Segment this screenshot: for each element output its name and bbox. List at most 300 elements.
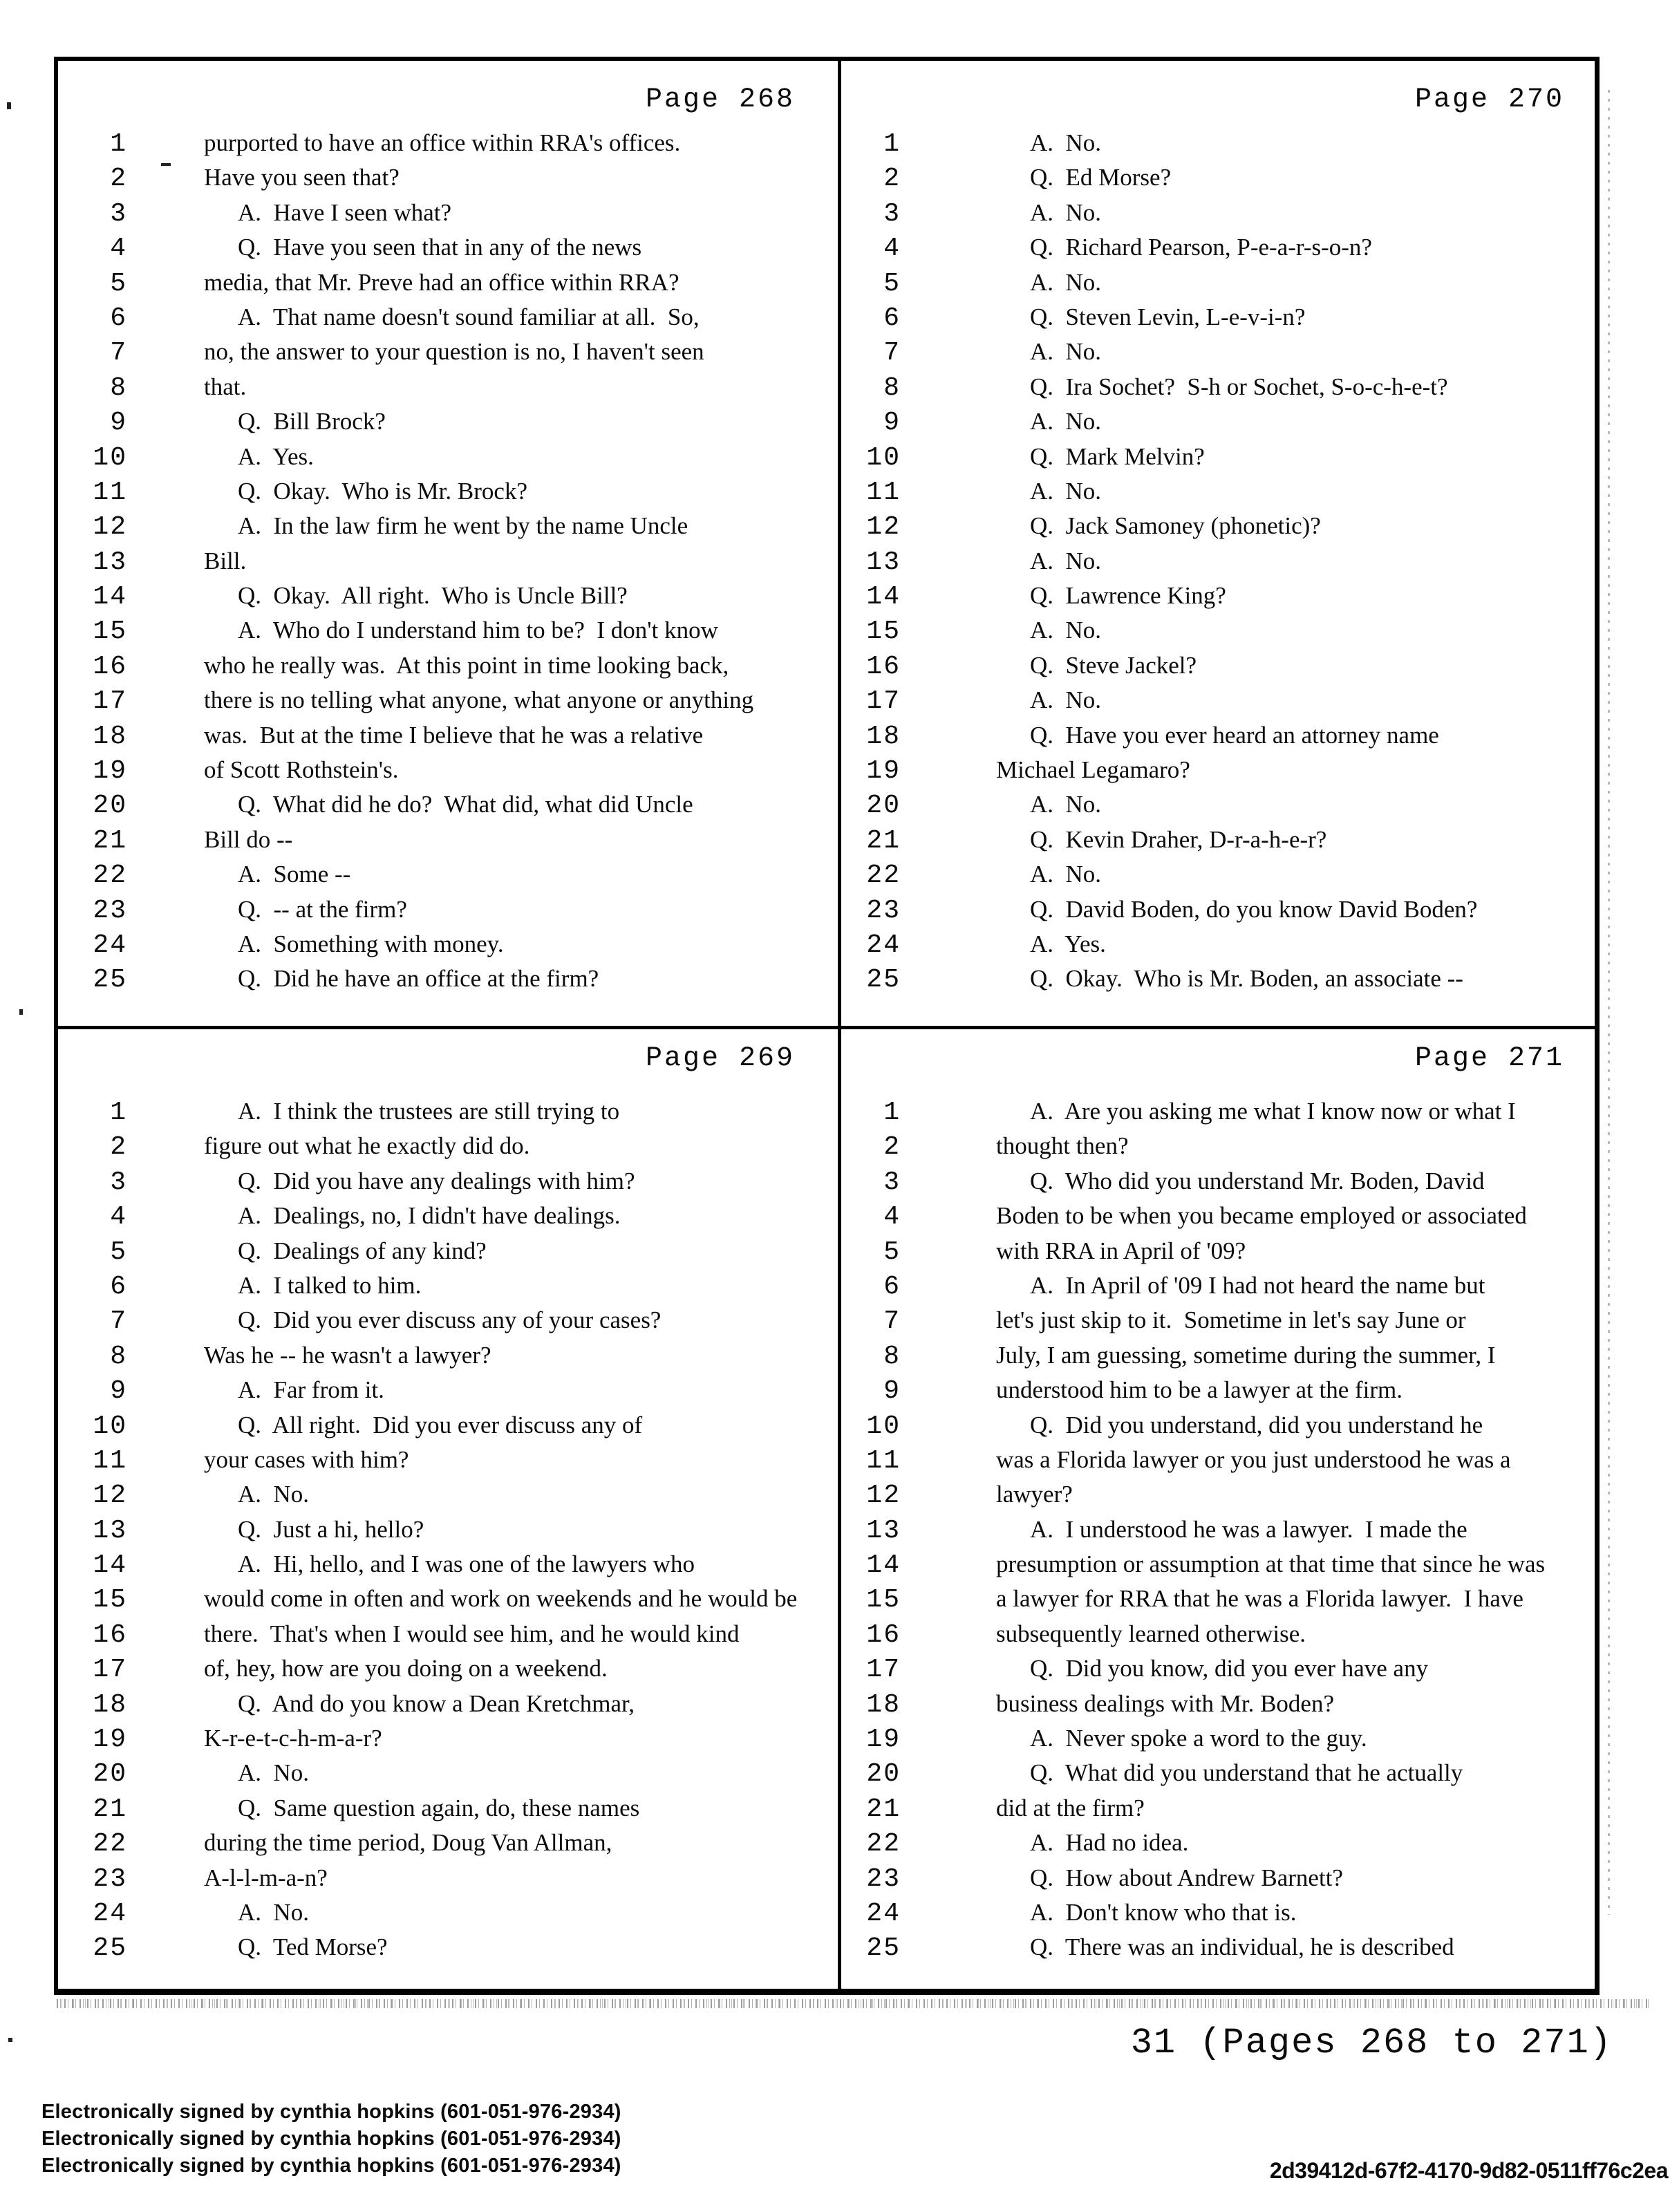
transcript-line (58, 1338, 838, 1373)
transcript-line (841, 1164, 1595, 1199)
line-number: 16 (866, 651, 901, 682)
transcript-line (58, 335, 838, 369)
line-number: 6 (110, 303, 127, 333)
line-text: Q. Did you understand, did you understand he (1030, 1411, 1483, 1438)
line-number: 22 (93, 861, 127, 891)
line-text: A. I understood he was a lawyer. I made the (1030, 1515, 1467, 1543)
line-number: 1 (110, 1098, 127, 1127)
transcript-line (841, 1373, 1595, 1407)
line-text: Michael Legamaro? (996, 756, 1190, 784)
line-number: 25 (93, 965, 127, 995)
transcript-line (58, 474, 838, 509)
transcript-line (58, 1477, 838, 1512)
line-text: Was he -- he wasn't a lawyer? (204, 1341, 491, 1369)
line-text: Q. Lawrence King? (1030, 582, 1226, 610)
transcript-line (841, 1268, 1595, 1303)
line-number: 1 (110, 129, 127, 159)
transcript-line (58, 1721, 838, 1756)
line-number: 14 (866, 1550, 901, 1581)
transcript-line (58, 126, 838, 160)
quadrant-page-271 (841, 1029, 1595, 1989)
transcript-line (841, 265, 1595, 300)
line-text: A. I think the trustees are still trying to (238, 1098, 620, 1125)
line-number: 21 (866, 825, 901, 856)
line-text: Q. All right. Did you ever discuss any of (238, 1411, 643, 1438)
transcript-line (841, 335, 1595, 369)
line-number: 24 (866, 1898, 901, 1929)
line-number: 18 (866, 721, 901, 751)
transcript-line (841, 1477, 1595, 1512)
line-number: 7 (110, 1306, 127, 1337)
line-text: A. No. (1030, 408, 1102, 435)
transcript-line (841, 160, 1595, 195)
line-text: Q. Did you ever discuss any of your cases? (238, 1306, 662, 1334)
transcript-line (841, 823, 1595, 857)
line-number: 3 (110, 198, 127, 229)
transcript-line (58, 962, 838, 996)
page-header: Page 268 (645, 84, 795, 115)
transcript-line (58, 927, 838, 962)
transcript-line (58, 1408, 838, 1443)
line-text: was a Florida lawyer or you just understood he was a (996, 1445, 1511, 1473)
line-number: 19 (866, 1725, 901, 1755)
transcript-line (841, 857, 1595, 892)
line-number: 22 (866, 861, 901, 891)
line-text: Q. And do you know a Dean Kretchmar, (238, 1689, 635, 1717)
transcript-line (841, 1721, 1595, 1756)
line-text: Q. What did he do? What did, what did Uncle (238, 791, 693, 818)
scan-speck (161, 163, 171, 166)
transcript-line (841, 230, 1595, 265)
line-number: 22 (866, 1829, 901, 1859)
transcript-line (841, 544, 1595, 579)
transcript-line (58, 300, 838, 335)
line-number: 7 (883, 338, 901, 368)
line-number: 19 (866, 756, 901, 787)
transcript-line (841, 1512, 1595, 1547)
line-number: 19 (93, 756, 127, 787)
line-text: with RRA in April of '09? (996, 1237, 1246, 1264)
signature-block (41, 2099, 621, 2180)
line-text: A. In the law firm he went by the name Uncle (238, 512, 688, 540)
line-number: 3 (110, 1167, 127, 1197)
line-text: A. Never spoke a word to the guy. (1030, 1725, 1367, 1752)
transcript-lines (58, 1094, 838, 1965)
line-text: Q. -- at the firm? (238, 895, 407, 923)
line-number: 21 (93, 825, 127, 856)
line-text: A. Don't know who that is. (1030, 1898, 1297, 1926)
transcript-line (58, 1930, 838, 1965)
line-text: A. No. (1030, 547, 1102, 574)
line-number: 14 (93, 1550, 127, 1581)
line-number: 4 (883, 234, 901, 264)
line-number: 19 (93, 1725, 127, 1755)
line-number: 6 (883, 303, 901, 333)
scan-speck (8, 2038, 12, 2042)
line-number: 4 (110, 1202, 127, 1232)
line-number: 8 (883, 1341, 901, 1371)
line-text: there is no telling what anyone, what anyone or anything (204, 686, 754, 714)
transcript-line (58, 613, 838, 648)
line-text: A. Have I seen what? (238, 198, 452, 226)
line-number: 17 (93, 1655, 127, 1685)
line-text: A. In April of '09 I had not heard the name but (1030, 1271, 1485, 1299)
line-text: thought then? (996, 1132, 1129, 1160)
line-number: 16 (866, 1620, 901, 1650)
line-text: figure out what he exactly did do. (204, 1132, 530, 1160)
signature-line: Electronically signed by cynthia hopkins (601-051-976-2934) (41, 2128, 621, 2150)
transcript-line (841, 1617, 1595, 1651)
line-text: A. Had no idea. (1030, 1829, 1189, 1857)
line-number: 3 (883, 1167, 901, 1197)
line-number: 12 (93, 512, 127, 543)
line-text: Q. Just a hi, hello? (238, 1515, 424, 1543)
line-text: that. (204, 373, 247, 400)
line-number: 10 (866, 1411, 901, 1441)
transcript-line (58, 1512, 838, 1547)
line-number: 6 (883, 1271, 901, 1302)
transcript-line (841, 404, 1595, 439)
quadrant-page-270 (841, 61, 1595, 1026)
line-text: presumption or assumption at that time that since he was (996, 1550, 1546, 1578)
line-number: 25 (93, 1933, 127, 1964)
line-number: 1 (883, 129, 901, 159)
line-text: Q. Have you seen that in any of the news (238, 234, 642, 261)
transcript-line (841, 509, 1595, 543)
line-text: A. Yes. (238, 442, 314, 470)
line-text: lawyer? (996, 1481, 1073, 1508)
transcript-line (58, 509, 838, 543)
line-text: A. Dealings, no, I didn't have dealings. (238, 1202, 621, 1230)
line-text: of, hey, how are you doing on a weekend. (204, 1655, 608, 1683)
transcript-line (58, 1687, 838, 1721)
line-text: let's just skip to it. Sometime in let's say June or (996, 1306, 1466, 1334)
transcript-line (841, 1129, 1595, 1163)
line-number: 2 (110, 164, 127, 194)
transcript-line (58, 230, 838, 265)
transcript-line (841, 787, 1595, 822)
transcript-line (841, 1791, 1595, 1826)
line-text: Q. What did you understand that he actually (1030, 1759, 1463, 1787)
transcript-line (841, 474, 1595, 509)
line-text: Q. Ed Morse? (1030, 164, 1172, 191)
transcript-line (58, 544, 838, 579)
transcript-line (841, 1582, 1595, 1616)
line-text: purported to have an office within RRA's offices. (204, 129, 681, 156)
signature-line: Electronically signed by cynthia hopkins (601-051-976-2934) (41, 2155, 621, 2177)
line-text: a lawyer for RRA that he was a Florida lawyer. I have (996, 1585, 1523, 1613)
line-text: A. No. (1030, 686, 1102, 714)
line-text: Q. Mark Melvin? (1030, 442, 1205, 470)
line-number: 5 (110, 1237, 127, 1267)
transcript-line (58, 1756, 838, 1790)
line-text: Bill. (204, 547, 247, 574)
transcript-line (58, 1791, 838, 1826)
line-number: 15 (866, 617, 901, 647)
scan-speck (7, 102, 11, 109)
transcript-line (58, 579, 838, 613)
transcript-line (841, 126, 1595, 160)
line-number: 24 (866, 930, 901, 960)
transcript-line (58, 1443, 838, 1477)
line-text: Q. Okay. All right. Who is Uncle Bill? (238, 582, 628, 610)
line-number: 2 (110, 1132, 127, 1163)
transcript-line (841, 1443, 1595, 1477)
line-text: who he really was. At this point in time looking back, (204, 651, 729, 679)
transcript-line (58, 196, 838, 230)
line-text: Q. Okay. Who is Mr. Boden, an associate -- (1030, 965, 1463, 993)
line-number: 4 (883, 1202, 901, 1232)
line-text: A. Some -- (238, 861, 351, 888)
line-text: Q. Steve Jackel? (1030, 651, 1197, 679)
signature-line: Electronically signed by cynthia hopkins (601-051-976-2934) (41, 2101, 621, 2123)
transcript-line (58, 1651, 838, 1686)
line-text: would come in often and work on weekends and he would be (204, 1585, 798, 1613)
line-text: Q. Ira Sochet? S-h or Sochet, S-o-c-h-e-t? (1030, 373, 1448, 400)
line-text: A. Are you asking me what I know now or what I (1030, 1098, 1516, 1125)
transcript-lines (841, 1094, 1595, 1965)
line-text: Q. How about Andrew Barnett? (1030, 1864, 1343, 1891)
transcript-line (58, 1303, 838, 1338)
line-text: A. No. (1030, 617, 1102, 644)
line-number: 20 (93, 1759, 127, 1790)
line-number: 16 (93, 651, 127, 682)
line-text: Q. Dealings of any kind? (238, 1237, 487, 1264)
line-number: 23 (866, 1864, 901, 1894)
line-text: A. No. (1030, 791, 1102, 818)
transcript-line (841, 613, 1595, 648)
line-text: Q. Steven Levin, L-e-v-i-n? (1030, 303, 1306, 330)
line-text: business dealings with Mr. Boden? (996, 1689, 1334, 1717)
line-text: A-l-l-m-a-n? (204, 1864, 328, 1891)
line-number: 17 (866, 1655, 901, 1685)
line-number: 7 (110, 338, 127, 368)
transcript-line (58, 718, 838, 753)
transcript-line (58, 1234, 838, 1268)
transcript-line (841, 648, 1595, 683)
line-text: did at the firm? (996, 1794, 1145, 1821)
transcript-line (58, 1094, 838, 1129)
line-text: Boden to be when you became employed or associated (996, 1202, 1527, 1230)
transcript-line (841, 1408, 1595, 1443)
line-number: 13 (866, 1515, 901, 1546)
transcript-line (58, 1582, 838, 1616)
transcript-line (58, 1164, 838, 1199)
line-text: K-r-e-t-c-h-m-a-r? (204, 1725, 382, 1752)
line-text: A. Who do I understand him to be? I don't know (238, 617, 718, 644)
transcript-line (58, 265, 838, 300)
line-number: 23 (866, 895, 901, 926)
line-text: A. That name doesn't sound familiar at all. So, (238, 303, 700, 330)
line-number: 14 (93, 582, 127, 612)
transcript-line (841, 892, 1595, 927)
transcript-line (841, 196, 1595, 230)
transcript-line (841, 1826, 1595, 1860)
transcript-line (58, 648, 838, 683)
line-text: A. No. (1030, 129, 1102, 156)
line-number: 24 (93, 930, 127, 960)
line-number: 6 (110, 1271, 127, 1302)
line-number: 9 (110, 408, 127, 438)
transcript-line (841, 683, 1595, 718)
transcript-line (841, 927, 1595, 962)
line-number: 3 (883, 198, 901, 229)
line-number: 5 (883, 268, 901, 299)
line-number: 1 (883, 1098, 901, 1127)
line-text: Have you seen that? (204, 164, 400, 191)
page-header: Page 269 (645, 1043, 795, 1074)
line-number: 21 (93, 1794, 127, 1824)
line-number: 25 (866, 965, 901, 995)
transcript-line (58, 370, 838, 404)
scan-edge-dots (1608, 90, 1610, 1915)
line-number: 15 (93, 1585, 127, 1615)
line-number: 16 (93, 1620, 127, 1650)
line-number: 13 (93, 1515, 127, 1546)
transcript-line (58, 404, 838, 439)
line-text: Q. There was an individual, he is described (1030, 1933, 1454, 1961)
line-text: July, I am guessing, sometime during the summer, I (996, 1341, 1496, 1369)
line-number: 23 (93, 895, 127, 926)
line-text: Q. Okay. Who is Mr. Brock? (238, 477, 527, 505)
transcript-line (841, 1651, 1595, 1686)
line-number: 15 (866, 1585, 901, 1615)
line-number: 2 (883, 164, 901, 194)
line-number: 7 (883, 1306, 901, 1337)
line-number: 2 (883, 1132, 901, 1163)
line-number: 18 (93, 721, 127, 751)
transcript-line (58, 1268, 838, 1303)
line-text: A. No. (1030, 861, 1102, 888)
transcript-line (841, 1338, 1595, 1373)
line-text: A. No. (1030, 198, 1102, 226)
transcript-line (58, 1199, 838, 1233)
transcript-line (841, 440, 1595, 474)
line-text: subsequently learned otherwise. (996, 1620, 1306, 1647)
line-number: 10 (93, 442, 127, 473)
line-text: Q. Did he have an office at the firm? (238, 965, 599, 993)
line-number: 4 (110, 234, 127, 264)
line-text: A. No. (1030, 268, 1102, 296)
line-number: 10 (93, 1411, 127, 1441)
transcript-line (58, 892, 838, 927)
line-text: was. But at the time I believe that he was a relative (204, 721, 704, 749)
transcript-line (841, 718, 1595, 753)
transcript-line (58, 160, 838, 195)
line-text: media, that Mr. Preve had an office within RRA? (204, 268, 679, 296)
transcript-line (841, 1547, 1595, 1582)
line-text: Q. Did you have any dealings with him? (238, 1167, 635, 1194)
line-number: 9 (883, 1376, 901, 1407)
line-text: A. Yes. (1030, 930, 1106, 957)
line-number: 5 (110, 268, 127, 299)
transcript-line (58, 1129, 838, 1163)
line-text: Q. Same question again, do, these names (238, 1794, 640, 1821)
line-text: Q. Did you know, did you ever have any (1030, 1655, 1429, 1683)
line-text: A. Something with money. (238, 930, 504, 957)
transcript-lines (58, 126, 838, 997)
transcript-line (841, 962, 1595, 996)
page-header: Page 270 (1414, 84, 1564, 115)
transcript-line (58, 1373, 838, 1407)
transcript-line (58, 440, 838, 474)
transcript-lines (841, 126, 1595, 997)
line-number: 20 (93, 791, 127, 821)
transcript-line (841, 1930, 1595, 1965)
line-text: A. No. (238, 1759, 310, 1787)
line-number: 20 (866, 791, 901, 821)
scan-noise-band (57, 1999, 1649, 2008)
transcript-line (58, 1547, 838, 1582)
quadrant-page-269 (58, 1029, 838, 1989)
transcript-line (841, 1094, 1595, 1129)
transcript-line (58, 683, 838, 718)
line-number: 11 (866, 477, 901, 507)
transcript-line (58, 1826, 838, 1860)
transcript-line (58, 857, 838, 892)
line-text: understood him to be a lawyer at the firm. (996, 1376, 1403, 1404)
transcript-line (58, 1895, 838, 1930)
transcript-line (841, 579, 1595, 613)
line-number: 13 (93, 547, 127, 577)
line-number: 12 (866, 512, 901, 543)
transcript-line (58, 1861, 838, 1895)
line-number: 18 (93, 1689, 127, 1720)
line-number: 15 (93, 617, 127, 647)
line-text: A. No. (238, 1898, 310, 1926)
line-number: 12 (93, 1481, 127, 1511)
transcript-line (841, 1199, 1595, 1233)
transcript-line (58, 753, 838, 787)
transcript-line (841, 1234, 1595, 1268)
line-text: A. I talked to him. (238, 1271, 422, 1299)
line-text: there. That's when I would see him, and he would kind (204, 1620, 740, 1647)
transcript-line (841, 370, 1595, 404)
line-number: 8 (110, 373, 127, 403)
line-number: 9 (883, 408, 901, 438)
line-number: 5 (883, 1237, 901, 1267)
transcript-line (841, 753, 1595, 787)
line-text: A. No. (1030, 477, 1102, 505)
line-text: of Scott Rothstein's. (204, 756, 399, 784)
line-number: 10 (866, 442, 901, 473)
line-text: Q. Bill Brock? (238, 408, 386, 435)
line-text: your cases with him? (204, 1445, 409, 1473)
line-text: Bill do -- (204, 825, 293, 853)
line-number: 13 (866, 547, 901, 577)
transcript-line (58, 787, 838, 822)
document-id: 2d39412d-67f2-4170-9d82-0511ff76c2ea (1269, 2158, 1668, 2183)
line-text: no, the answer to your question is no, I haven't seen (204, 338, 704, 366)
transcript-line (841, 1687, 1595, 1721)
line-text: during the time period, Doug Van Allman, (204, 1829, 612, 1857)
line-text: Q. David Boden, do you know David Boden? (1030, 895, 1478, 923)
scan-speck (19, 1009, 23, 1015)
page-header: Page 271 (1414, 1043, 1564, 1074)
line-number: 23 (93, 1864, 127, 1894)
line-number: 14 (866, 582, 901, 612)
line-text: Q. Ted Morse? (238, 1933, 388, 1961)
line-number: 20 (866, 1759, 901, 1790)
line-number: 11 (93, 1445, 127, 1476)
transcript-sheet (54, 57, 1600, 1995)
line-number: 22 (93, 1829, 127, 1859)
line-number: 21 (866, 1794, 901, 1824)
line-number: 12 (866, 1481, 901, 1511)
line-text: A. Far from it. (238, 1376, 384, 1404)
transcript-line (841, 300, 1595, 335)
line-number: 24 (93, 1898, 127, 1929)
